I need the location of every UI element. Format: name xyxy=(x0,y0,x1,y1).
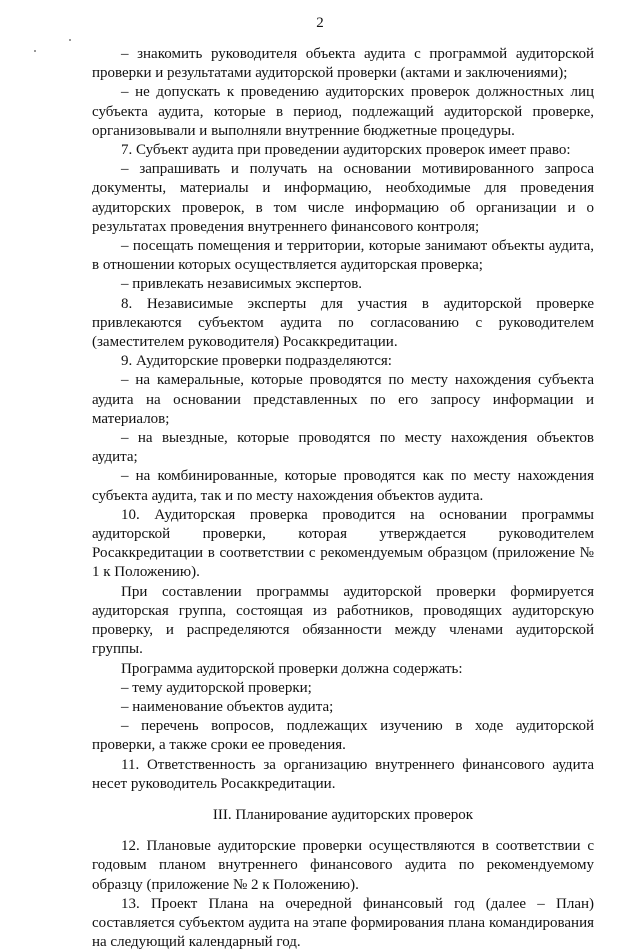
paragraph: Программа аудиторской проверки должна содержать: xyxy=(121,660,463,677)
paragraph: – тему аудиторской проверки; xyxy=(121,679,312,696)
paragraph: 10. Аудиторская проверка проводится на основании программы аудиторской проверки, которая утверждается руководителем Росаккредитации в соответствии с рекомендуемым образцом (приложение № 1 к Положению). xyxy=(92,506,594,581)
paragraph: 13. Проект Плана на очередной финансовый год (далее – План) составляется субъектом аудита на этапе формирования плана командирования на следующий календарный год. xyxy=(92,895,594,951)
paragraph: 9. Аудиторские проверки подразделяются: xyxy=(121,353,392,370)
paragraph: – на комбинированные, которые проводятся как по месту нахождения субъекта аудита, так и по месту нахождения объектов аудита. xyxy=(92,468,594,504)
paragraph: – перечень вопросов, подлежащих изучению в ходе аудиторской проверки, а также сроки ее проведения. xyxy=(92,718,594,754)
paragraph: 7. Субъект аудита при проведении аудиторских проверок имеет право: xyxy=(121,142,571,159)
scan-speck xyxy=(34,50,36,52)
paragraph: – на камеральные, которые проводятся по месту нахождения субъекта аудита на основании представленных по его запросу информации и материалов; xyxy=(92,372,594,427)
paragraph: – привлекать независимых экспертов. xyxy=(121,276,363,293)
document-body xyxy=(92,45,594,952)
paragraph: При составлении программы аудиторской проверки формируется аудиторская группа, состоящая из работников, проводящих аудиторскую проверку, и распределяются обязанности между членами аудиторской группы. xyxy=(92,583,594,658)
paragraph: – на выездные, которые проводятся по месту нахождения объектов аудита; xyxy=(92,430,594,466)
page-number: 2 xyxy=(316,15,324,31)
paragraph: 12. Плановые аудиторские проверки осуществляются в соответствии с годовым планом внутреннего финансового аудита по рекомендуемому образцу (приложение № 2 к Положению). xyxy=(92,838,594,893)
paragraph: 11. Ответственность за организацию внутреннего финансового аудита несет руководитель Росаккредитации. xyxy=(92,756,594,792)
scan-speck xyxy=(69,39,71,41)
paragraph: – не допускать к проведению аудиторских проверок должностных лиц субъекта аудита, которые в период, подлежащий аудиторской проверке, организовывали и выполняли внутренние бюджетные процедуры. xyxy=(92,84,594,139)
paragraph: – знакомить руководителя объекта аудита с программой аудиторской проверки и результатами аудиторской проверки (актами и заключениями); xyxy=(92,46,594,82)
section-heading: III. Планирование аудиторских проверок xyxy=(212,806,474,823)
paragraph: – наименование объектов аудита; xyxy=(121,698,334,715)
paragraph: – запрашивать и получать на основании мотивированного запроса документы, материалы и информацию, необходимые для проведения аудиторских проверок, в том числе информацию об организации и о результатах проведения внутреннего финансового контроля; xyxy=(92,161,594,235)
paragraph: – посещать помещения и территории, которые занимают объекты аудита, в отношении которых осуществляется аудиторская проверка; xyxy=(92,238,594,274)
paragraph: 8. Независимые эксперты для участия в аудиторской проверке привлекаются субъектом аудита по согласованию с руководителем (заместителем руководителя) Росаккредитации. xyxy=(92,295,594,351)
